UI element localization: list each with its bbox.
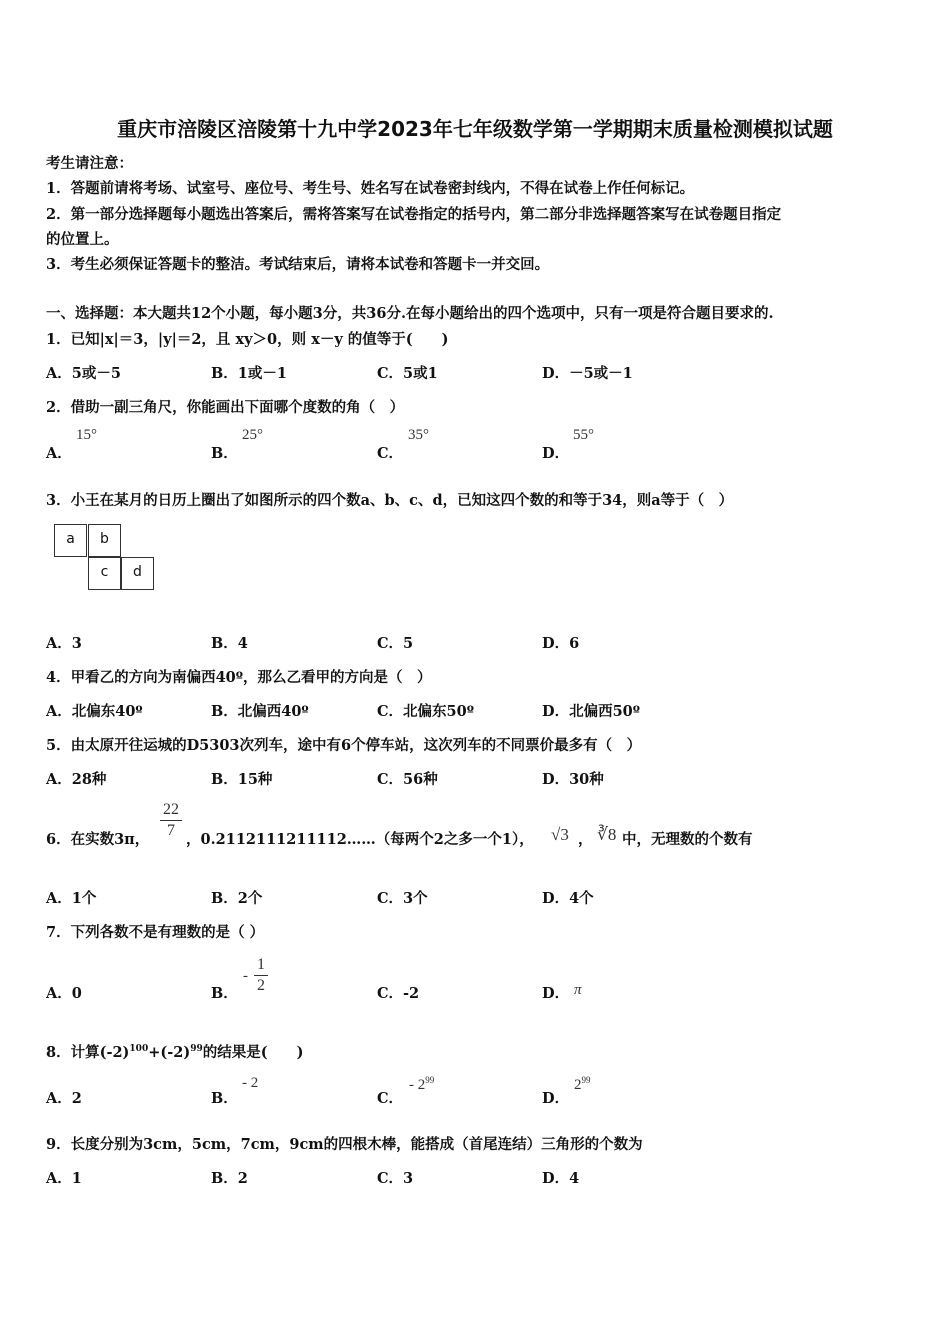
q7-b-sign: - (243, 968, 248, 984)
q2-option-b[interactable]: B． (211, 445, 238, 462)
fraction-bar (254, 975, 268, 976)
fraction-denominator: 7 (167, 822, 175, 839)
q8-c-base: - 2 (409, 1077, 426, 1093)
section-heading: 一、选择题：本大题共12个小题，每小题3分，共36分.在每小题给出的四个选项中，只有一项是符合题目要求的. (46, 305, 774, 322)
q8-c-exp: 99 (425, 1075, 435, 1085)
q5-option-c[interactable]: C．56种 (377, 771, 438, 788)
q3-option-a[interactable]: A．3 (46, 635, 82, 652)
question-7-stem: 7．下列各数不是有理数的是（ ） (46, 924, 265, 941)
q8-option-b[interactable]: B． (211, 1090, 238, 1107)
q8-stem-a: 8．计算(-2) (46, 1044, 130, 1061)
q8-d-exp: 99 (581, 1075, 591, 1085)
q8-exp-100: 100 (129, 1044, 149, 1055)
q7-option-d[interactable]: D． (542, 985, 570, 1002)
question-6-stem-a: 6．在实数3π， (46, 831, 150, 848)
calendar-cell-b: b (88, 524, 121, 557)
q1-option-b[interactable]: B．1或－1 (211, 365, 287, 382)
q4-option-c[interactable]: C．北偏东50º (377, 703, 474, 720)
fraction-bar (160, 820, 182, 821)
question-6-comma: ， (578, 831, 593, 848)
q5-option-b[interactable]: B．15种 (211, 771, 273, 788)
question-8-stem (46, 1041, 303, 1062)
q8-exp-99: 99 (190, 1044, 203, 1055)
q4-option-a[interactable]: A．北偏东40º (46, 703, 143, 720)
q8-stem-b: +(-2) (148, 1044, 191, 1061)
q6-option-a[interactable]: A．1个 (46, 890, 97, 907)
q2-option-a[interactable]: A． (46, 445, 72, 462)
notice-item: 2．第一部分选择题每小题选出答案后，需将答案写在试卷指定的括号内，第二部分非选择题答案写在试卷题目指定 (46, 206, 782, 223)
q9-option-a[interactable]: A．1 (46, 1170, 82, 1187)
q9-option-c[interactable]: C．3 (377, 1170, 414, 1187)
fraction-22-7 (160, 801, 182, 840)
pi-symbol: π (574, 982, 582, 998)
q4-option-b[interactable]: B．北偏西40º (211, 703, 309, 720)
q8-d-value (574, 1075, 591, 1094)
fraction-numerator: 1 (257, 956, 265, 973)
calendar-cell-d: d (121, 557, 154, 590)
q3-option-d[interactable]: D．6 (542, 635, 580, 652)
q8-b-value: - 2 (242, 1075, 259, 1091)
q6-option-c[interactable]: C．3个 (377, 890, 428, 907)
q3-option-b[interactable]: B．4 (211, 635, 248, 652)
q9-option-d[interactable]: D．4 (542, 1170, 580, 1187)
q8-option-a[interactable]: A．2 (46, 1090, 82, 1107)
q3-option-c[interactable]: C．5 (377, 635, 414, 652)
notice-item: 3．考生必须保证答题卡的整洁。考试结束后，请将本试卷和答题卡一并交回。 (46, 256, 550, 273)
q5-option-d[interactable]: D．30种 (542, 771, 604, 788)
question-4-stem: 4．甲看乙的方向为南偏西40º，那么乙看甲的方向是（ ） (46, 669, 432, 686)
q8-c-value (409, 1075, 434, 1094)
calendar-cell-c: c (88, 557, 121, 590)
page-title: 重庆市涪陵区涪陵第十九中学2023年七年级数学第一学期期末质量检测模拟试题 (117, 117, 833, 141)
q9-option-b[interactable]: B．2 (211, 1170, 248, 1187)
question-5-stem: 5．由太原开往运城的D5303次列车，途中有6个停车站，这次列车的不同票价最多有（ ） (46, 737, 642, 754)
q1-option-c[interactable]: C．5或1 (377, 365, 438, 382)
q8-option-d[interactable]: D． (542, 1090, 570, 1107)
q6-option-b[interactable]: B．2个 (211, 890, 263, 907)
q6-option-d[interactable]: D．4个 (542, 890, 594, 907)
q7-option-a[interactable]: A．0 (46, 985, 82, 1002)
fraction-denominator: 2 (257, 977, 265, 994)
q2-option-d[interactable]: D． (542, 445, 570, 462)
question-2-stem: 2．借助一副三角尺，你能画出下面哪个度数的角（ ） (46, 399, 405, 416)
q2-value-c: 35° (408, 427, 429, 443)
q4-option-d[interactable]: D．北偏西50º (542, 703, 641, 720)
q2-option-c[interactable]: C． (377, 445, 404, 462)
cbrt-8: ∛8 (597, 825, 617, 844)
q7-option-c[interactable]: C．-2 (377, 985, 420, 1002)
notice-item: 1．答题前请将考场、试室号、座位号、考生号、姓名写在试卷密封线内，不得在试卷上作任何标记。 (46, 180, 695, 197)
notice-item: 的位置上。 (46, 231, 119, 248)
q8-option-c[interactable]: C． (377, 1090, 404, 1107)
question-6-stem-c: 中，无理数的个数有 (622, 831, 753, 848)
q2-value-a: 15° (76, 427, 97, 443)
notice-heading: 考生请注意： (46, 155, 133, 172)
q1-option-a[interactable]: A．5或－5 (46, 365, 121, 382)
question-6-stem-b: ，0.2112111211112……（每两个2之多一个1）， (186, 831, 534, 848)
fraction-numerator: 22 (163, 801, 179, 818)
sqrt-3: √3 (551, 825, 569, 844)
question-3-stem: 3．小王在某月的日历上圈出了如图所示的四个数a、b、c、d，已知这四个数的和等于34，则a等于（ ） (46, 492, 734, 509)
q2-value-d: 55° (573, 427, 594, 443)
calendar-cell-a: a (54, 524, 87, 557)
q2-value-b: 25° (242, 427, 263, 443)
q8-stem-c: 的结果是( ) (202, 1044, 304, 1061)
question-1-stem: 1．已知|x|＝3，|y|＝2，且 xy＞0，则 x－y 的值等于( ) (46, 331, 449, 348)
q1-option-d[interactable]: D．－5或－1 (542, 365, 633, 382)
q7-option-b[interactable]: B． (211, 985, 238, 1002)
fraction-1-2 (254, 956, 268, 995)
question-9-stem: 9．长度分别为3cm，5cm，7cm，9cm的四根木棒，能搭成（首尾连结）三角形的个数为 (46, 1136, 643, 1153)
q8-d-base: 2 (574, 1077, 582, 1093)
q5-option-a[interactable]: A．28种 (46, 771, 107, 788)
